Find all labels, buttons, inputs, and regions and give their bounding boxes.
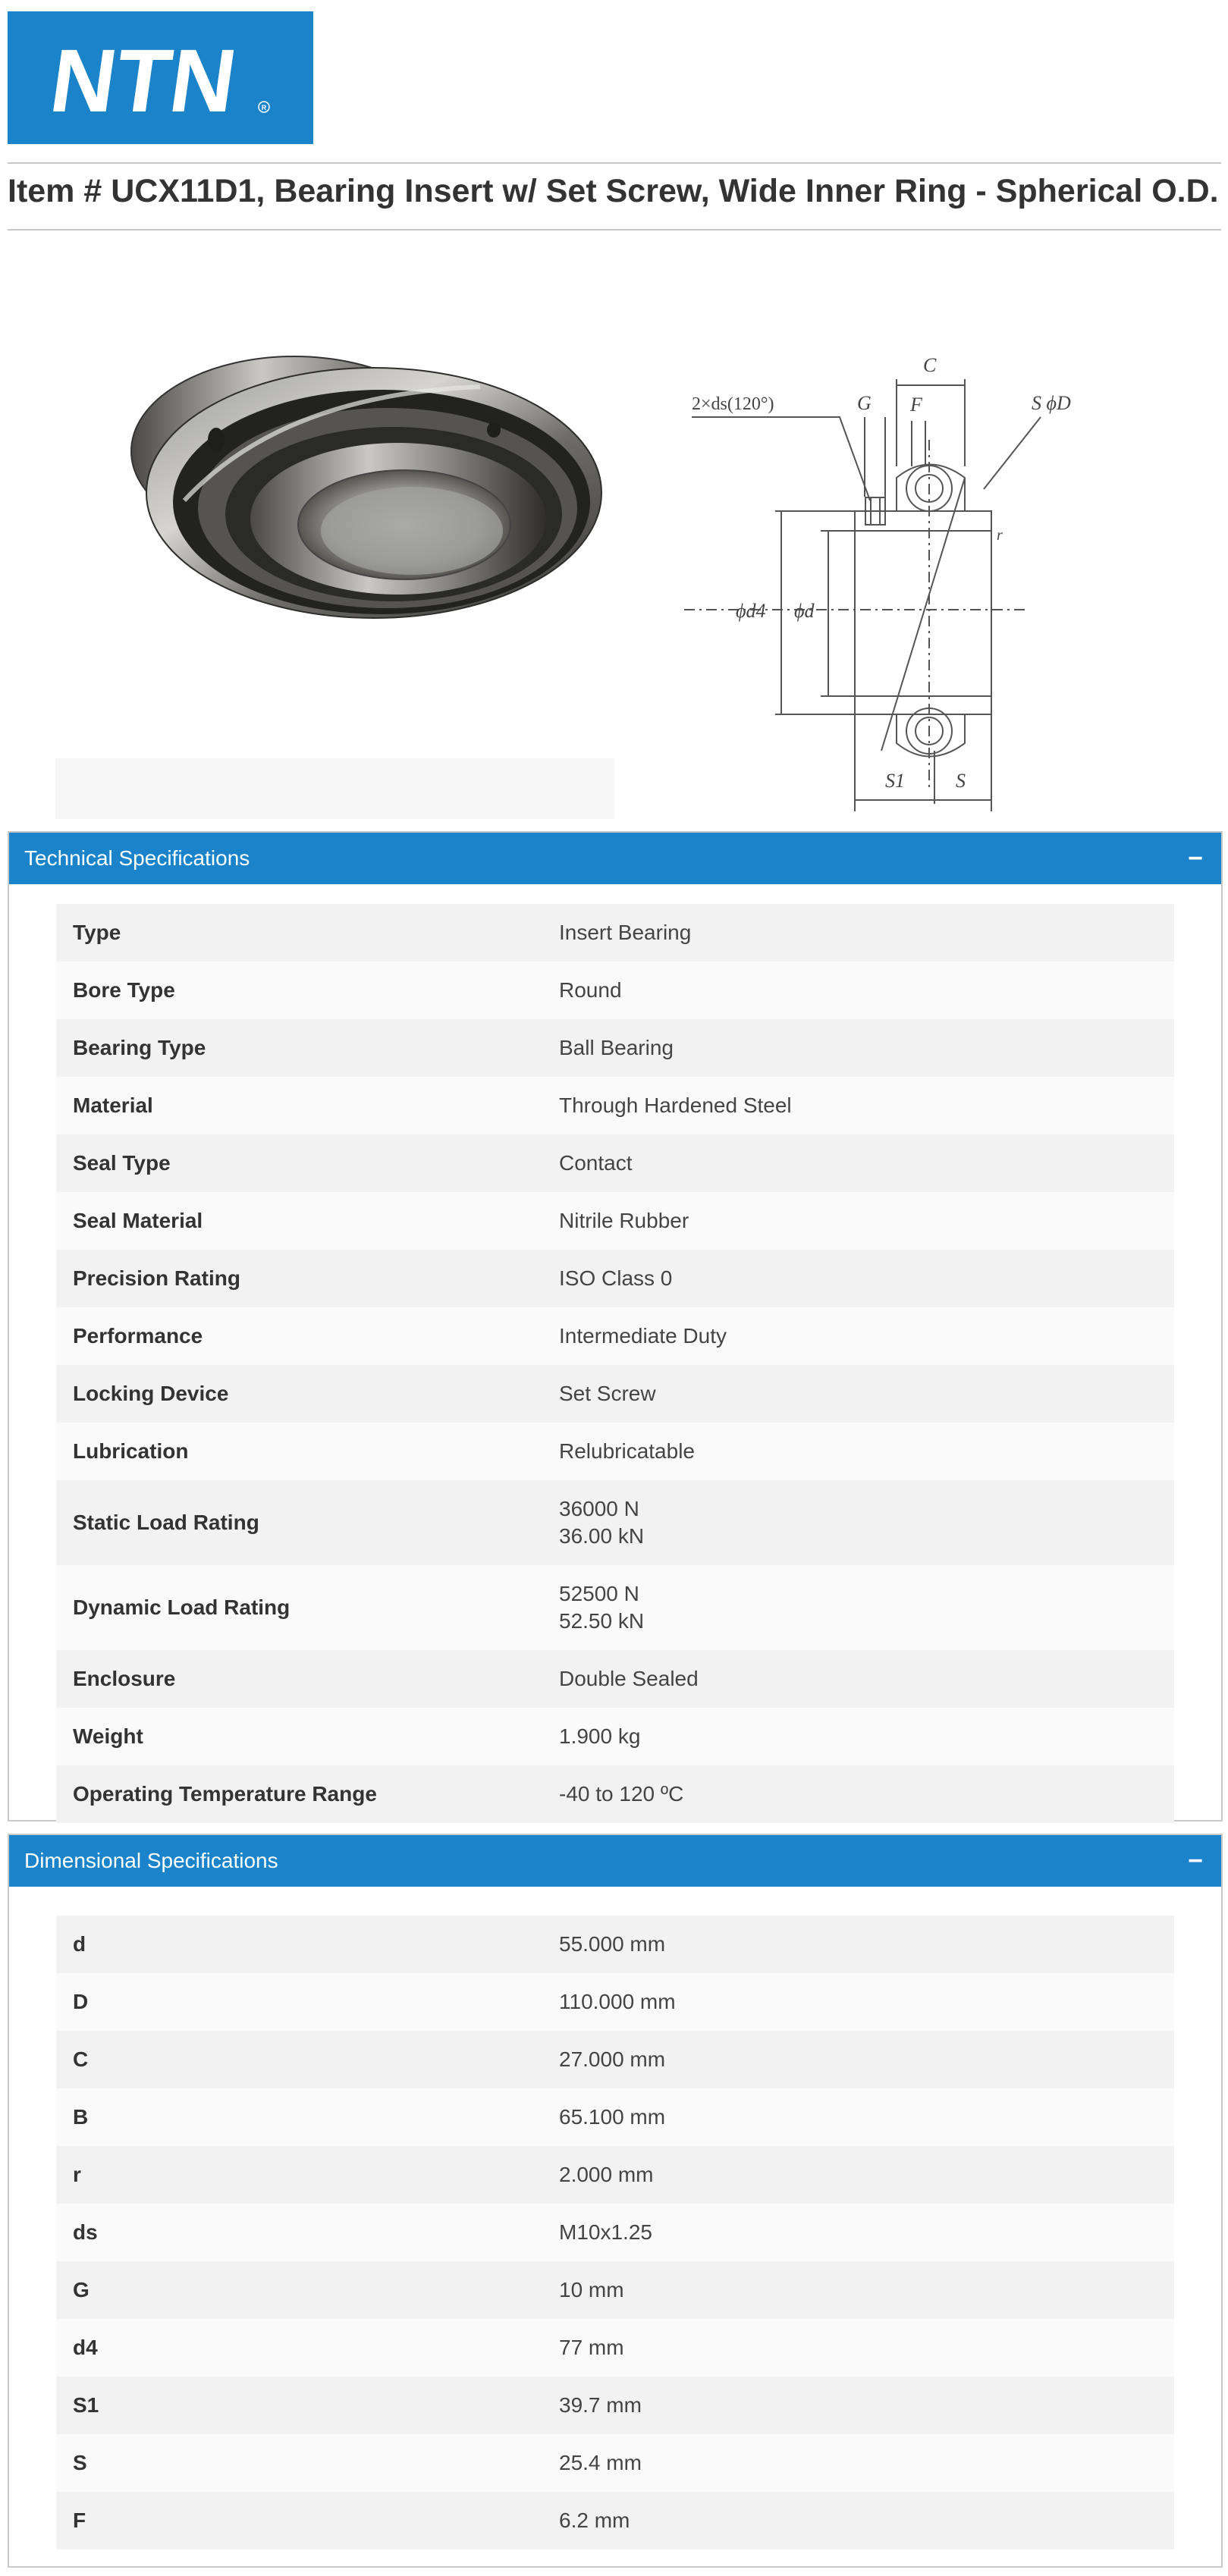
svg-text:r: r — [997, 527, 1003, 544]
spec-label: Seal Type — [73, 1151, 171, 1175]
spec-value-line: 6.2 mm — [559, 2509, 630, 2532]
spec-row — [56, 1480, 1174, 1565]
technical-specifications-panel — [8, 831, 1223, 1821]
spec-value-line: Double Sealed — [559, 1667, 699, 1690]
ntn-logo[interactable] — [8, 11, 313, 144]
spec-value-line: Intermediate Duty — [559, 1324, 727, 1348]
spec-value — [559, 2104, 665, 2131]
spec-value — [559, 2334, 624, 2361]
dimension-drawing-svg — [669, 326, 1173, 819]
spec-label: Locking Device — [73, 1382, 229, 1405]
spec-value-line: 10 mm — [559, 2278, 624, 2301]
spec-row — [56, 1365, 1174, 1423]
spec-label: Seal Material — [73, 1209, 203, 1232]
svg-text:S: S — [956, 770, 966, 792]
svg-text:ϕd: ϕd — [794, 600, 815, 622]
spec-value — [559, 1988, 676, 2016]
spec-value — [559, 2449, 642, 2477]
spec-label: Weight — [73, 1724, 143, 1748]
spec-value-line: -40 to 120 ºC — [559, 1782, 684, 1806]
spec-label: G — [73, 2278, 90, 2301]
spec-row — [56, 1765, 1174, 1823]
svg-text:S ϕD: S ϕD — [1032, 392, 1071, 414]
spec-value-line: 36.00 kN — [559, 1524, 645, 1548]
dimensional-specifications-panel — [8, 1834, 1223, 2568]
spec-value-line: 39.7 mm — [559, 2393, 642, 2417]
spec-value-line: 110.000 mm — [559, 1990, 676, 2013]
spec-label: F — [73, 2509, 86, 2532]
spec-value-line: Nitrile Rubber — [559, 1209, 689, 1232]
logo-mark — [8, 11, 313, 144]
svg-text:C: C — [923, 354, 937, 376]
spec-value — [559, 1723, 640, 1750]
spec-value — [559, 1207, 689, 1235]
spec-label: Bore Type — [73, 978, 175, 1002]
spec-value — [559, 1931, 665, 1958]
technical-spec-table — [56, 904, 1174, 1823]
spec-value — [559, 2507, 630, 2534]
spec-value-line: 52.50 kN — [559, 1609, 645, 1633]
spec-label: C — [73, 2047, 89, 2071]
spec-row — [56, 1650, 1174, 1708]
spec-row — [56, 904, 1174, 962]
title-bottom-rule — [8, 229, 1221, 231]
collapse-toggle-icon[interactable]: − — [1188, 844, 1203, 873]
spec-row — [56, 2146, 1174, 2204]
spec-value-line: 36000 N — [559, 1497, 639, 1520]
spec-value-line: Round — [559, 978, 622, 1002]
spec-value — [559, 2276, 624, 2304]
spec-label: Operating Temperature Range — [73, 1782, 377, 1806]
spec-value — [559, 2046, 665, 2073]
spec-value — [559, 1034, 674, 1062]
spec-label: D — [73, 1990, 89, 2013]
spec-label: B — [73, 2105, 89, 2129]
svg-text:S1: S1 — [885, 770, 905, 792]
spec-value-line: 1.900 kg — [559, 1724, 641, 1748]
spec-label: d4 — [73, 2336, 98, 2359]
spec-value — [559, 1665, 699, 1693]
spec-row — [56, 1565, 1174, 1650]
spec-label: Lubrication — [73, 1439, 189, 1463]
spec-value-line: M10x1.25 — [559, 2220, 652, 2244]
spec-label: Static Load Rating — [73, 1511, 259, 1534]
spec-value — [559, 1265, 672, 1292]
svg-text:ϕd4: ϕd4 — [736, 600, 766, 622]
spec-label: S — [73, 2451, 87, 2474]
svg-text:NTN: NTN — [44, 31, 243, 131]
spec-label: Bearing Type — [73, 1036, 206, 1059]
dimensional-spec-table — [56, 1916, 1174, 2549]
spec-label: Enclosure — [73, 1667, 176, 1690]
spec-value-line: 2.000 mm — [559, 2163, 654, 2186]
spec-value-line: 77 mm — [559, 2336, 624, 2359]
spec-row — [56, 1307, 1174, 1365]
spec-row — [56, 2261, 1174, 2319]
spec-value — [559, 977, 622, 1004]
spec-label: r — [73, 2163, 81, 2186]
spec-row — [56, 1192, 1174, 1250]
spec-row — [56, 2377, 1174, 2434]
spec-value — [559, 1150, 633, 1177]
spec-row — [56, 2434, 1174, 2492]
bearing-photo-illustration — [55, 303, 614, 819]
spec-label: Dynamic Load Rating — [73, 1595, 291, 1619]
spec-value-line: Set Screw — [559, 1382, 656, 1405]
spec-row — [56, 1077, 1174, 1134]
dimensional-specifications-title: Dimensional Specifications — [24, 1849, 278, 1872]
spec-value — [559, 2161, 654, 2189]
technical-specifications-title: Technical Specifications — [24, 846, 250, 870]
spec-value-line: Through Hardened Steel — [559, 1093, 792, 1117]
spec-label: Material — [73, 1093, 153, 1117]
product-photo — [55, 303, 614, 819]
spec-value — [559, 1781, 683, 1808]
spec-value — [559, 2392, 642, 2419]
dimensional-specifications-header[interactable] — [9, 1835, 1221, 1887]
spec-row — [56, 1134, 1174, 1192]
spec-row — [56, 2319, 1174, 2377]
title-top-rule — [8, 162, 1221, 164]
spec-value-line: Contact — [559, 1151, 633, 1175]
spec-value — [559, 1438, 695, 1465]
spec-value — [559, 1580, 644, 1635]
spec-value-line: 65.100 mm — [559, 2105, 666, 2129]
spec-row — [56, 2088, 1174, 2146]
spec-label: ds — [73, 2220, 98, 2244]
spec-value-line: 27.000 mm — [559, 2047, 666, 2071]
spec-value-line: ISO Class 0 — [559, 1266, 673, 1290]
spec-value-line: 52500 N — [559, 1582, 639, 1605]
spec-label: Precision Rating — [73, 1266, 240, 1290]
spec-row — [56, 1973, 1174, 2031]
spec-row — [56, 1019, 1174, 1077]
svg-text:R: R — [261, 104, 267, 111]
collapse-toggle-icon[interactable]: − — [1188, 1846, 1203, 1875]
spec-value — [559, 919, 691, 946]
spec-row — [56, 1250, 1174, 1307]
spec-row — [56, 2204, 1174, 2261]
spec-value-line: 25.4 mm — [559, 2451, 642, 2474]
spec-row — [56, 1916, 1174, 1973]
spec-label: Type — [73, 921, 121, 944]
spec-row — [56, 1423, 1174, 1480]
page-title: Item # UCX11D1, Bearing Insert w/ Set Screw, Wide Inner Ring - Spherical O.D. — [8, 173, 1219, 209]
spec-value-line: Ball Bearing — [559, 1036, 674, 1059]
spec-value — [559, 1092, 792, 1119]
spec-value-line: Relubricatable — [559, 1439, 695, 1463]
spec-row — [56, 2492, 1174, 2549]
spec-label: S1 — [73, 2393, 99, 2417]
technical-specifications-header[interactable] — [9, 833, 1221, 884]
spec-row — [56, 962, 1174, 1019]
spec-value — [559, 1380, 656, 1407]
svg-text:F: F — [910, 394, 922, 416]
spec-value — [559, 2219, 652, 2246]
spec-value — [559, 1323, 727, 1350]
spec-label: d — [73, 1932, 86, 1956]
svg-text:G: G — [857, 392, 872, 414]
spec-value-line: Insert Bearing — [559, 921, 692, 944]
svg-text:2×ds(120°): 2×ds(120°) — [692, 394, 774, 414]
spec-value — [559, 1495, 644, 1550]
spec-row — [56, 2031, 1174, 2088]
spec-label: Performance — [73, 1324, 203, 1348]
spec-value-line: 55.000 mm — [559, 1932, 666, 1956]
spec-row — [56, 1708, 1174, 1765]
dimension-drawing — [669, 326, 1173, 819]
